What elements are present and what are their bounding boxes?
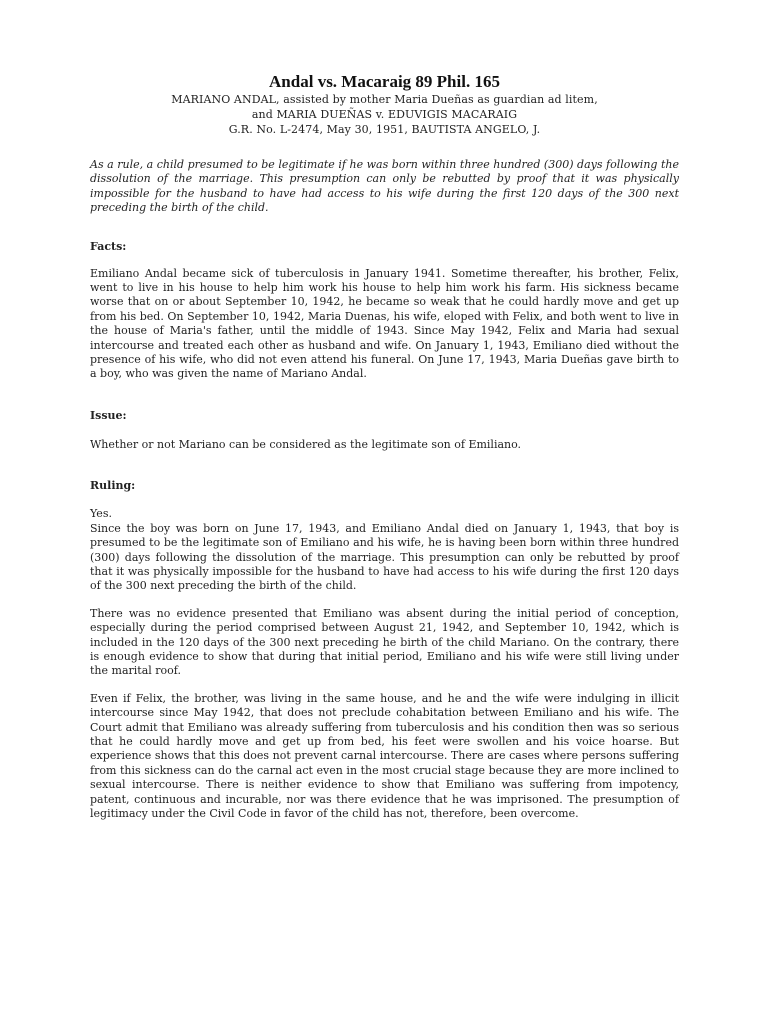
- case-title: Andal vs. Macaraig 89 Phil. 165: [269, 72, 500, 91]
- document-page: [90, 72, 679, 821]
- issue-paragraph: Whether or not Mariano can be considered as the legitimate son of Emiliano.: [90, 437, 522, 451]
- doctrine-paragraph: As a rule, a child presumed to be legitimate if he was born within three hundred (300) days following the dissolution of the marriage. This presumption can only be rebutted by proof that it was physically impossible for the husband to have had access to his wife during the first 120 days of the 300 next preceding the birth of the child.: [90, 158, 679, 215]
- facts-paragraph: Emiliano Andal became sick of tuberculosis in January 1941. Sometime thereafter, his brother, Felix, went to live in his house to help him work his house to help him work his farm. His sickness became worse that on or about September 10, 1942, he became so weak that he could hardly move and get up from his bed. On September 10, 1942, Maria Duenas, his wife, eloped with Felix, and both went to live in the house of Maria's father, until the middle of 1943. Since May 1942, Felix and Maria had sexual intercourse and treated each other as husband and wife. On January 1, 1943, Emiliano died without the presence of his wife, who did not even attend his funeral. On June 17, 1943, Maria Dueñas gave birth to a boy, who was given the name of Mariano Andal.: [90, 266, 679, 381]
- case-citation: G.R. No. L-2474, May 30, 1951, BAUTISTA ANGELO, J.: [228, 123, 541, 136]
- issue-heading: Issue:: [90, 408, 127, 422]
- ruling-paragraph-2: There was no evidence presented that Emiliano was absent during the initial period of conception, especially during the period comprised between August 21, 1942, and September 10, 1942, which is included in the 120 days of the 300 next preceding he birth of the child Mariano. On the contrary, there is enough evidence to show that during that initial period, Emiliano and his wife were still living under the marital roof.: [90, 606, 679, 678]
- case-parties-line2: and MARIA DUEÑAS v. EDUVIGIS MACARAIG: [251, 108, 518, 121]
- ruling-paragraph-1: Since the boy was born on June 17, 1943, and Emiliano Andal died on January 1, 1943, that boy is presumed to be the legitimate son of Emiliano and his wife, he is having been born within three hundred (300) days following the dissolution of the marriage. This presumption can only be rebutted by proof that it was physically impossible for the husband to have had access to his wife during the first 120 days of the 300 next preceding the birth of the child.: [90, 521, 679, 593]
- ruling-paragraph-3: Even if Felix, the brother, was living in the same house, and he and the wife were indulging in illicit intercourse since May 1942, that does not preclude cohabitation between Emiliano and his wife. The Court admit that Emiliano was already suffering from tuberculosis and his condition then was so serious that he could hardly move and get up from bed, his feet were swollen and his voice hoarse. But experience shows that this does not prevent carnal intercourse. There are cases where persons suffering from this sickness can do the carnal act even in the most crucial stage because they are more inclined to sexual intercourse. There is neither evidence to show that Emiliano was suffering from impotency, patent, continuous and incurable, nor was there evidence that he was imprisoned. The presumption of legitimacy under the Civil Code in favor of the child has not, therefore, been overcome.: [90, 691, 679, 820]
- facts-heading: Facts:: [90, 239, 127, 253]
- ruling-heading: Ruling:: [90, 479, 136, 493]
- ruling-answer: Yes.: [90, 507, 112, 521]
- case-parties-line1: MARIANO ANDAL, assisted by mother Maria Dueñas as guardian ad litem,: [171, 93, 598, 106]
